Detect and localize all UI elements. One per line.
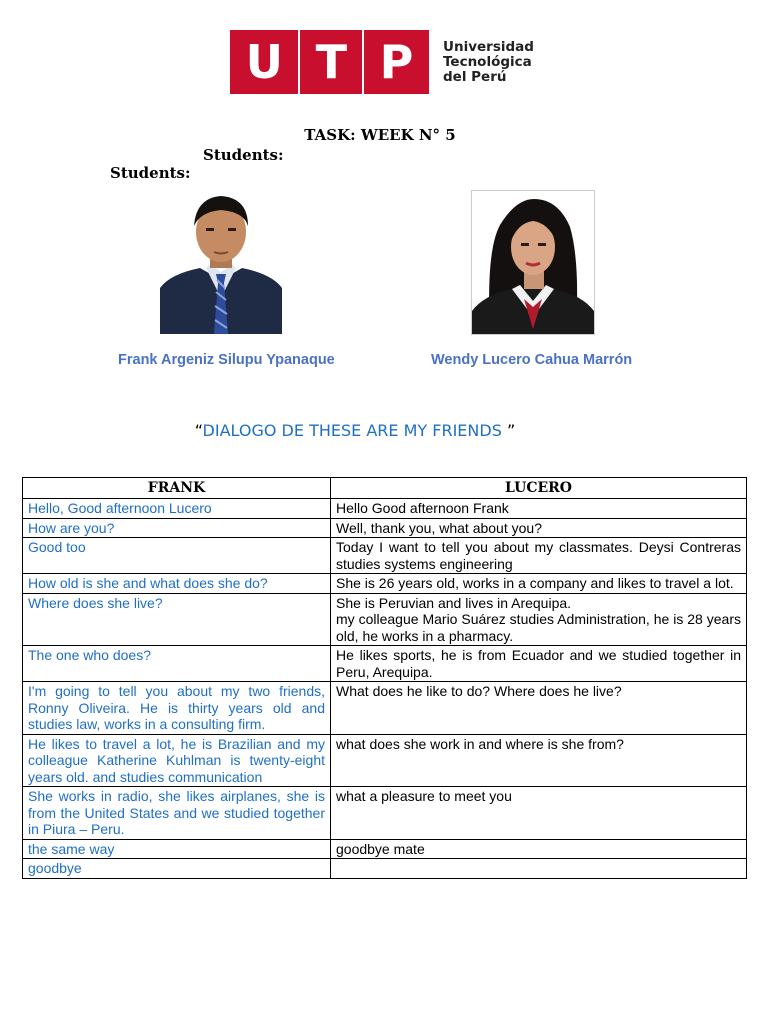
logo-separator — [362, 30, 364, 94]
lucero-line: Hello Good afternoon Frank — [331, 499, 747, 519]
logo-letter-u: U — [245, 35, 283, 89]
frank-line: Good too — [23, 538, 331, 574]
table-row — [23, 538, 747, 574]
lucero-line: Today I want to tell you about my classmates. Deysi Contreras studies systems engineering — [331, 538, 747, 574]
header-frank: FRANK — [23, 478, 331, 499]
logo-separator — [298, 30, 300, 94]
table-row — [23, 682, 747, 735]
students-label: Students: — [203, 146, 284, 164]
logo-line-3: del Perú — [443, 68, 507, 85]
frank-line: The one who does? — [23, 646, 331, 682]
table-row — [23, 734, 747, 787]
dialog-table-body — [23, 499, 747, 879]
frank-line: Hello, Good afternoon Lucero — [23, 499, 331, 519]
student-photo-wendy — [471, 190, 595, 335]
lucero-line: Well, thank you, what about you? — [331, 518, 747, 538]
frank-line: How are you? — [23, 518, 331, 538]
header-lucero: LUCERO — [331, 478, 747, 499]
task-title: TASK: WEEK N° 5 — [304, 126, 456, 144]
close-quote: ” — [506, 421, 516, 440]
utp-logo — [230, 30, 536, 94]
student-name-wendy: Wendy Lucero Cahua Marrón — [431, 352, 633, 368]
dialog-table — [22, 477, 747, 879]
open-quote: “ — [194, 421, 203, 440]
lucero-line — [331, 859, 747, 879]
lucero-line: He likes sports, he is from Ecuador and we studied together in Peru, Arequipa. — [331, 646, 747, 682]
table-row — [23, 518, 747, 538]
table-row — [23, 574, 747, 594]
table-header-row — [23, 478, 747, 499]
frank-line: How old is she and what does she do? — [23, 574, 331, 594]
frank-line: He likes to travel a lot, he is Brazilian and my colleague Katherine Kuhlman is twenty-eight years old. and studies communication — [23, 734, 331, 787]
table-row — [23, 839, 747, 859]
table-row — [23, 787, 747, 840]
students-label-2: Students: — [110, 164, 191, 182]
utp-logo-box — [230, 30, 429, 94]
lucero-line: She is 26 years old, works in a company and likes to travel a lot. — [331, 574, 747, 594]
student-name-frank: Frank Argeniz Silupu Ypanaque — [118, 352, 335, 368]
frank-line: I'm going to tell you about my two friends, Ronny Oliveira. He is thirty years old and studies law, works in a consulting firm. — [23, 682, 331, 735]
lucero-line: what does she work in and where is she from? — [331, 734, 747, 787]
table-row — [23, 593, 747, 646]
lucero-line: She is Peruvian and lives in Arequipa. my colleague Mario Suárez studies Administration, he is 28 years old, he works in a pharmacy. — [331, 593, 747, 646]
frank-line: the same way — [23, 839, 331, 859]
dialog-title — [0, 421, 710, 440]
frank-line: She works in radio, she likes airplanes, she is from the United States and we studied together in Piura – Peru. — [23, 787, 331, 840]
lucero-line: What does he like to do? Where does he live? — [331, 682, 747, 735]
lucero-line: what a pleasure to meet you — [331, 787, 747, 840]
frank-line: Where does she live? — [23, 593, 331, 646]
frank-line: goodbye — [23, 859, 331, 879]
dialog-title-text: DIALOGO DE THESE ARE MY FRIENDS — [202, 421, 507, 440]
logo-line-2: Tecnológica — [443, 53, 532, 70]
lucero-line: goodbye mate — [331, 839, 747, 859]
table-row — [23, 499, 747, 519]
table-row — [23, 859, 747, 879]
table-row — [23, 646, 747, 682]
logo-letter-t: T — [315, 35, 347, 89]
student-photo-frank — [160, 188, 282, 334]
logo-line-1: Universidad — [443, 38, 534, 55]
logo-letter-p: P — [379, 35, 414, 89]
logo-university-name — [443, 40, 534, 85]
